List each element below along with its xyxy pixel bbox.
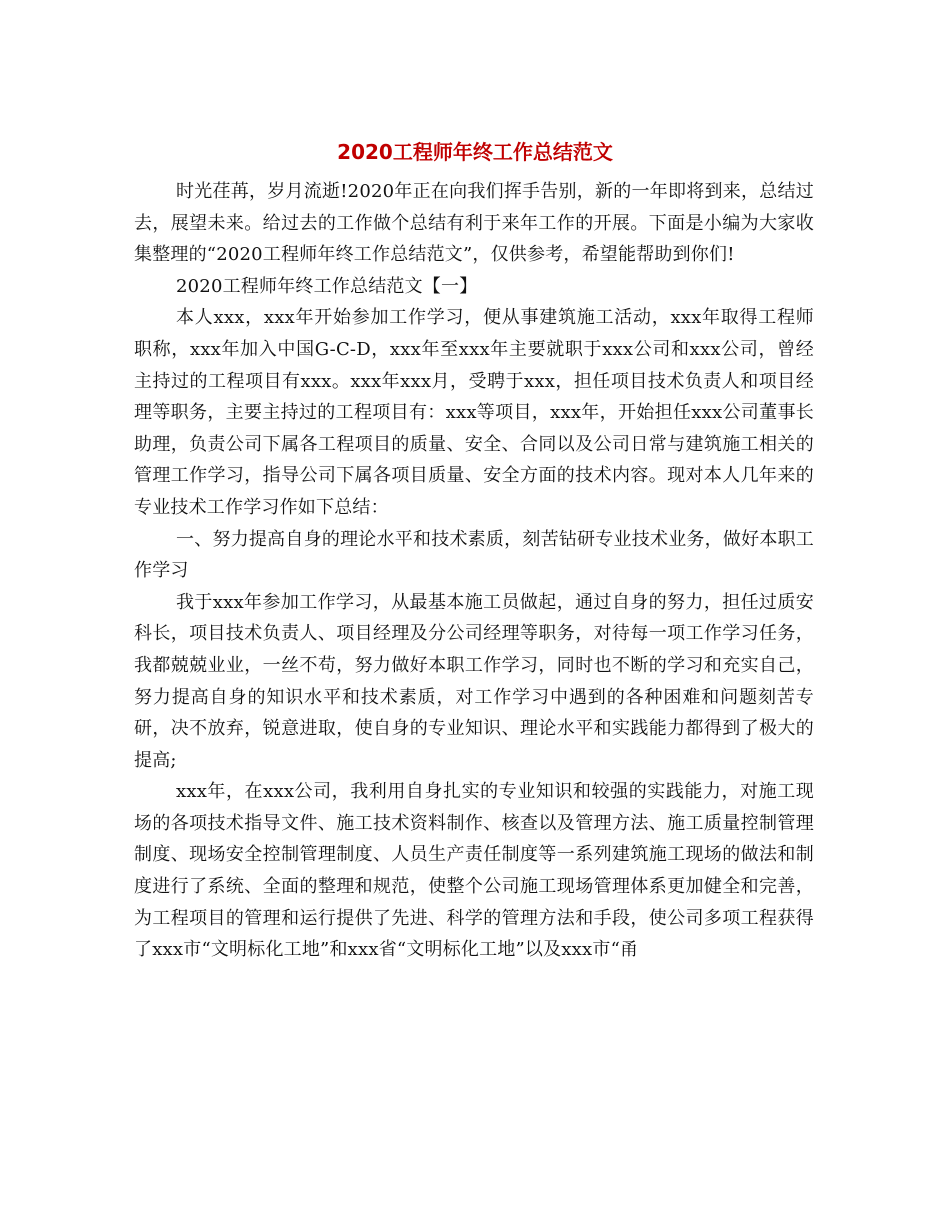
paragraph-section-heading: 2020工程师年终工作总结范文【一】 (176, 275, 478, 297)
paragraph-point-one-detail: 我于xxx年参加工作学习，从最基本施工员做起，通过自身的努力，担任过质安科长，项目技术负责人、项目经理及分公司经理等职务，对待每一项工作学习任务，我都兢兢业业，一丝不苟，努力做好本职工作学习，同时也不断的学习和充实自己，努力提高自身的知识水平和技术素质，对工作学习中遇到的各种困难和问题刻苦专研，决不放弃，锐意进取，使自身的专业知识、理论水平和实践能力都得到了极大的提高; (134, 591, 814, 771)
paragraph-intro: 时光荏苒，岁月流逝!2020年正在向我们挥手告别，新的一年即将到来，总结过去，展望未来。给过去的工作做个总结有利于来年工作的开展。下面是小编为大家收集整理的“2020工程师年终工作总结范文”，仅供参考，希望能帮助到你们! (134, 181, 814, 266)
document-body (134, 176, 814, 966)
paragraph-point-one-heading: 一、努力提高自身的理论水平和技术素质，刻苦钻研专业技术业务，做好本职工作学习 (134, 528, 814, 582)
paragraph-background: 本人xxx，xxx年开始参加工作学习，便从事建筑施工活动，xxx年取得工程师职称，xxx年加入中国G-C-D，xxx年至xxx年主要就职于xxx公司和xxx公司，曾经主持过的工程项目有xxx。xxx年xxx月，受聘于xxx，担任项目技术负责人和项目经理等职务，主要主持过的工程项目有：xxx等项目，xxx年，开始担任xxx公司董事长助理，负责公司下属各工程项目的质量、安全、合同以及公司日常与建筑施工相关的管理工作学习，指导公司下属各项目质量、安全方面的技术内容。现对本人几年来的专业技术工作学习作如下总结： (134, 307, 814, 518)
document-title: 2020工程师年终工作总结范文 (337, 140, 613, 164)
paragraph-company-work: xxx年，在xxx公司，我利用自身扎实的专业知识和较强的实践能力，对施工现场的各项技术指导文件、施工技术资料制作、核查以及管理方法、施工质量控制管理制度、现场安全控制管理制度、人员生产责任制度等一系列建筑施工现场的做法和制度进行了系统、全面的整理和规范，使整个公司施工现场管理体系更加健全和完善，为工程项目的管理和运行提供了先进、科学的管理方法和手段，使公司多项工程获得了xxx市“文明标化工地”和xxx省“文明标化工地”以及xxx市“甬 (134, 781, 814, 961)
